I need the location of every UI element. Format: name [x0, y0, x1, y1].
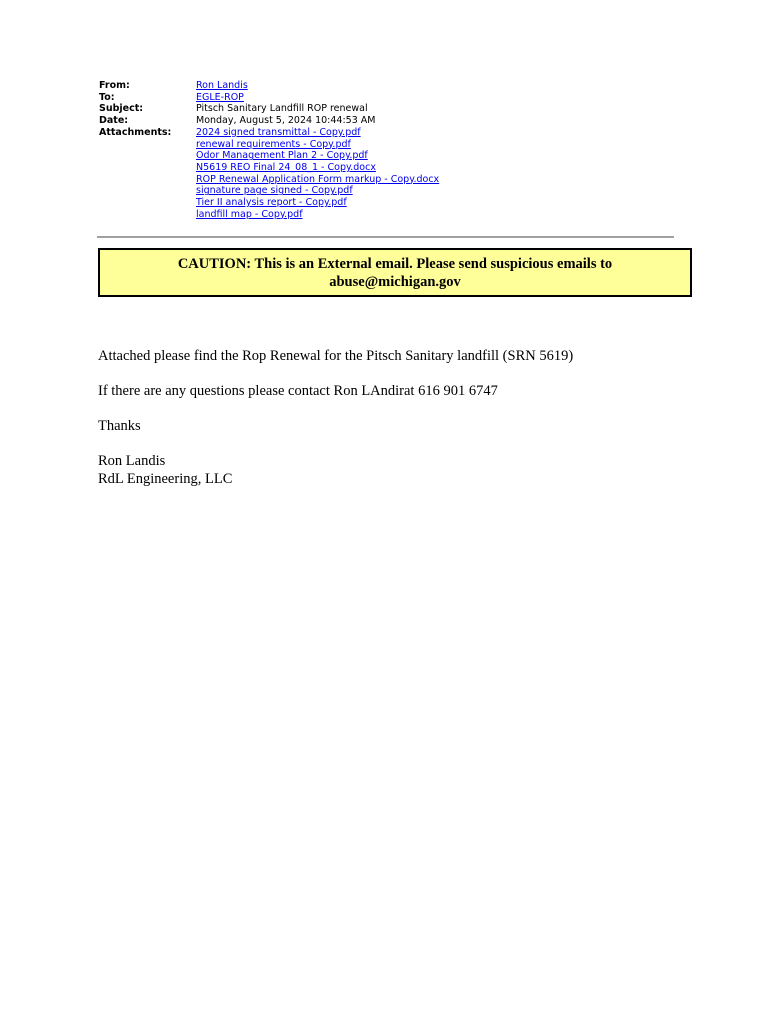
attachment-link[interactable]: 2024 signed transmittal - Copy.pdf: [196, 126, 361, 138]
caution-banner: [98, 248, 692, 297]
body-closing: Thanks: [98, 418, 141, 434]
to-row: [99, 92, 439, 104]
date-value: Monday, August 5, 2024 10:44:53 AM: [196, 115, 376, 127]
from-row: [99, 80, 439, 92]
subject-value: Pitsch Sanitary Landfill ROP renewal: [196, 103, 368, 115]
attachments-list: [196, 127, 439, 221]
attachment-link[interactable]: signature page signed - Copy.pdf: [196, 185, 353, 197]
attachments-label: Attachments:: [99, 126, 172, 138]
body-paragraph: Attached please find the Rop Renewal for the Pitsch Sanitary landfill (SRN 5619): [98, 348, 574, 364]
attachments-row: [99, 127, 439, 221]
date-row: [99, 115, 439, 127]
to-label: To:: [99, 91, 115, 103]
attachment-link[interactable]: ROP Renewal Application Form markup - Copy.docx: [196, 173, 440, 185]
email-header: [99, 80, 439, 220]
from-link[interactable]: Ron Landis: [196, 80, 248, 91]
body-paragraph: If there are any questions please contact Ron LAndirat 616 901 6747: [98, 383, 498, 399]
subject-row: [99, 103, 439, 115]
attachment-link[interactable]: renewal requirements - Copy.pdf: [196, 138, 351, 150]
signature-company: RdL Engineering, LLC: [98, 471, 233, 487]
header-divider: [97, 236, 674, 238]
attachment-link[interactable]: Tier II analysis report - Copy.pdf: [196, 197, 347, 209]
signature-name: Ron Landis: [98, 453, 166, 469]
date-label: Date:: [99, 115, 129, 127]
from-label: From:: [99, 80, 130, 91]
attachment-link[interactable]: Odor Management Plan 2 - Copy.pdf: [196, 150, 368, 162]
email-body: [98, 347, 573, 488]
subject-label: Subject:: [99, 103, 144, 115]
attachment-link[interactable]: N5619 REO Final 24_08_1 - Copy.docx: [196, 161, 376, 173]
to-link[interactable]: EGLE-ROP: [196, 91, 244, 103]
attachment-link[interactable]: landfill map - Copy.pdf: [196, 208, 303, 220]
caution-text: CAUTION: This is an External email. Please send suspicious emails to abuse@michigan.gov: [177, 255, 613, 290]
